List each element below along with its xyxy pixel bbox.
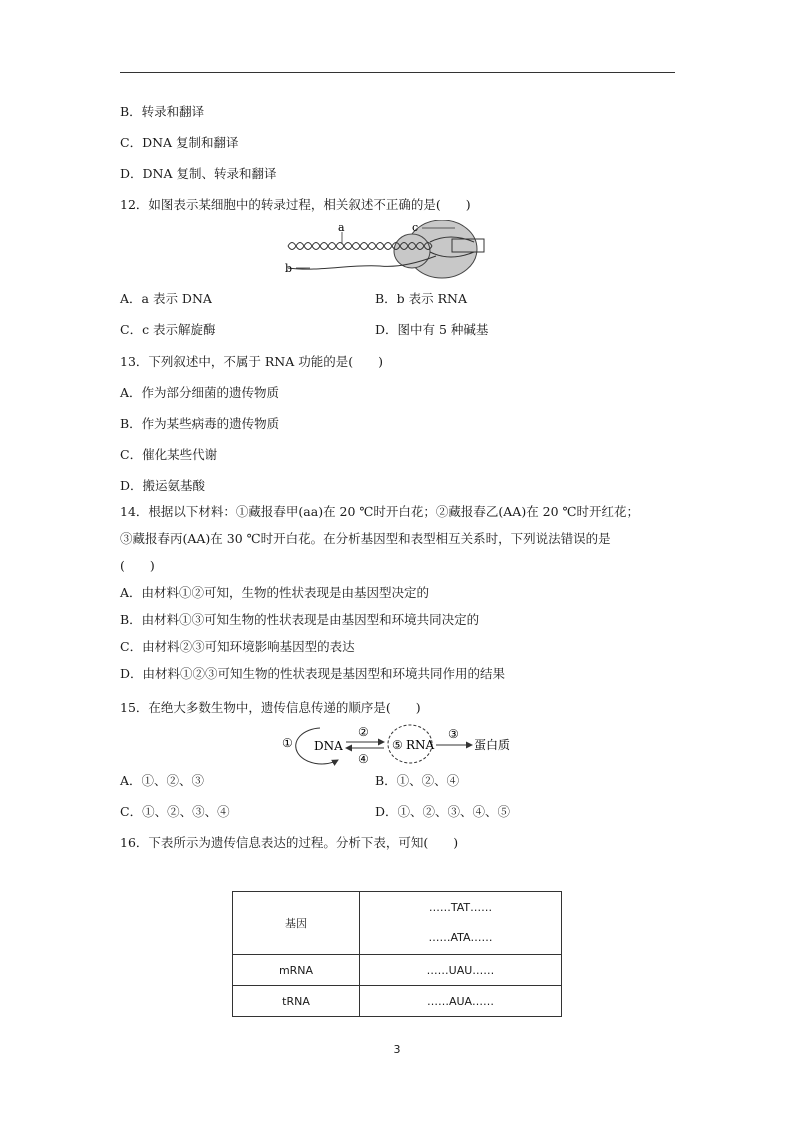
q14-option-c: C．由材料②③可知环境影响基因型的表达 [120,639,355,654]
table-row-gene [233,892,562,955]
table-row-mrna [233,955,562,986]
q14-option-b: B．由材料①③可知生物的性状表现是由基因型和环境共同决定的 [120,612,480,627]
q15-option-a: A．①、②、③ [120,773,205,788]
q12-option-a: A．a 表示 DNA [120,291,212,306]
label-rna: RNA [406,738,435,752]
label-dna: DNA [314,739,343,753]
q15-stem: 15．在绝大多数生物中，遗传信息传递的顺序是( ) [120,700,421,715]
q14-option-d: D．由材料①②③可知生物的性状表现是基因型和环境共同作用的结果 [120,666,506,681]
q14-stem-line1: 14．根据以下材料：①藏报春甲(aa)在 20 ℃时开白花；②藏报春乙(AA)在 20 ℃时开红花； [120,504,640,519]
label-protein: 蛋白质 [474,738,511,752]
q13-option-c: C．催化某些代谢 [120,447,218,462]
gene-top-strand: ……TAT…… [428,901,493,914]
page-number: 3 [393,1043,401,1056]
label-circle-3: ③ [448,727,459,741]
q13-option-b: B．作为某些病毒的遗传物质 [120,416,280,431]
cell-gene-label: 基因 [233,892,360,955]
q15-option-d: D．①、②、③、④、⑤ [375,804,511,819]
q16-stem: 16．下表所示为遗传信息表达的过程。分析下表，可知( ) [120,835,459,850]
q13-stem: 13．下列叙述中，不属于 RNA 功能的是( ) [120,354,383,369]
cell-gene-value [360,892,562,955]
header-rule [120,72,675,73]
label-circle-5: ⑤ [392,738,403,752]
q14-stem-line3: ( ) [120,558,155,573]
q12-option-b: B．b 表示 RNA [375,291,468,306]
cell-trna-value: ……AUA…… [360,986,562,1017]
label-a: a [338,221,345,234]
label-circle-4: ④ [358,752,369,766]
q13-option-d: D．搬运氨基酸 [120,478,206,493]
transcription-figure [280,220,520,282]
cell-trna-label: tRNA [233,986,360,1017]
gene-bottom-strand: ……ATA…… [428,931,493,944]
q12-option-c: C．c 表示解旋酶 [120,322,216,337]
q11-option-d: D．DNA 复制、转录和翻译 [120,166,277,181]
q15-option-c: C．①、②、③、④ [120,804,230,819]
label-circle-2: ② [358,725,369,739]
q15-option-b: B．①、②、④ [375,773,460,788]
cell-mrna-value: ……UAU…… [360,955,562,986]
central-dogma-figure [278,720,528,768]
label-b: b [285,262,293,275]
q12-stem: 12．如图表示某细胞中的转录过程，相关叙述不正确的是( ) [120,197,471,212]
q11-option-c: C．DNA 复制和翻译 [120,135,239,150]
table-row-trna [233,986,562,1017]
gene-expression-table [232,891,562,1017]
q14-option-a: A．由材料①②可知，生物的性状表现是由基因型决定的 [120,585,430,600]
q13-option-a: A．作为部分细菌的遗传物质 [120,385,280,400]
label-c: c [412,221,419,234]
q14-stem-line2: ③藏报春丙(AA)在 30 ℃时开白花。在分析基因型和表型相互关系时，下列说法错误的是 [120,531,611,546]
label-circle-1: ① [282,736,293,750]
cell-mrna-label: mRNA [233,955,360,986]
q12-option-d: D．图中有 5 种碱基 [375,322,489,337]
q11-option-b: B．转录和翻译 [120,104,205,119]
